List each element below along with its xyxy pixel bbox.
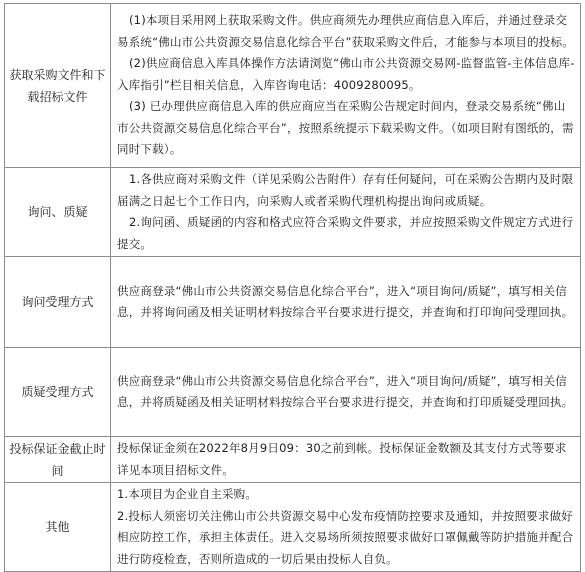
- table-row-inquiry-challenge: [5, 168, 581, 257]
- row-label: 获取采购文件和下载招标文件: [5, 4, 111, 168]
- table-row-obtain-documents: [5, 4, 581, 168]
- table-row-challenge-acceptance: [5, 348, 581, 437]
- table-row-inquiry-acceptance: [5, 257, 581, 348]
- paragraph: 2.投标人须密切关注佛山市公共资源交易中心发布疫情防控要求及通知，并按照要求做好相应防控工作，承担主体责任。进入交易场所须按照要求做好口罩佩戴等防护措施并配合进行防疫检查，否则所造成的一切后果由投标人自负。: [117, 508, 574, 566]
- table-row-other: [5, 483, 581, 572]
- paragraph: (1)本项目采用网上获取采购文件。供应商须先办理供应商信息入库后，并通过登录交易系统“佛山市公共资源交易信息化综合平台”获取采购文件后，才能参与本项目的投标。: [117, 13, 574, 49]
- row-label: 询问受理方式: [5, 257, 111, 348]
- row-label: 询问、质疑: [5, 168, 111, 257]
- row-content: [111, 257, 581, 348]
- row-content: [111, 168, 581, 257]
- row-content: [111, 4, 581, 168]
- paragraph: 1.各供应商对采购文件（详见采购公告附件）存有任何疑问，可在采购公告期内及时限届满之日起七个工作日内，向采购人或者采购代理机构提出询问或质疑。: [117, 172, 574, 208]
- paragraph: (2)供应商信息入库具体操作方法请浏览“佛山市公共资源交易网-监督监管-主体信息库-入库指引”栏目相关信息，入库咨询电话：4009280095。: [117, 56, 575, 92]
- paragraph: 供应商登录“佛山市公共资源交易信息化综合平台”，进入“项目询问/质疑”，填写相关信息，并将质疑函及相关证明材料按综合平台要求进行提交，并查询和打印质疑受理回执。: [117, 373, 574, 409]
- row-content: [111, 483, 581, 572]
- table-row-deposit-deadline: [5, 437, 581, 483]
- paragraph: 投标保证金须在2022年8月9日09：30之前到帐。投标保证金数额及其支付方式等要求详见本项目招标文件。: [117, 441, 567, 477]
- row-content: [111, 348, 581, 437]
- row-content: [111, 437, 581, 483]
- row-label: 质疑受理方式: [5, 348, 111, 437]
- row-label: 其他: [5, 483, 111, 572]
- paragraph: 2.询问函、质疑函的内容和格式应符合采购文件要求，并应按照采购文件规定方式进行提交。: [117, 215, 574, 251]
- paragraph: 供应商登录“佛山市公共资源交易信息化综合平台”，进入“项目询问/质疑”，填写相关信息，并将询问函及相关证明材料按综合平台要求进行提交，并查询和打印询问受理回执。: [117, 283, 574, 319]
- row-label: 投标保证金截止时间: [5, 437, 111, 483]
- procurement-info-table: [4, 3, 581, 572]
- paragraph: (3) 已办理供应商信息入库的供应商应当在采购公告规定时间内，登录交易系统“佛山市公共资源交易信息化综合平台”，按照系统提示下载采购文件。（如项目附有图纸的，需同时下载）。: [117, 99, 574, 157]
- paragraph: 1.本项目为企业自主采购。: [117, 487, 258, 501]
